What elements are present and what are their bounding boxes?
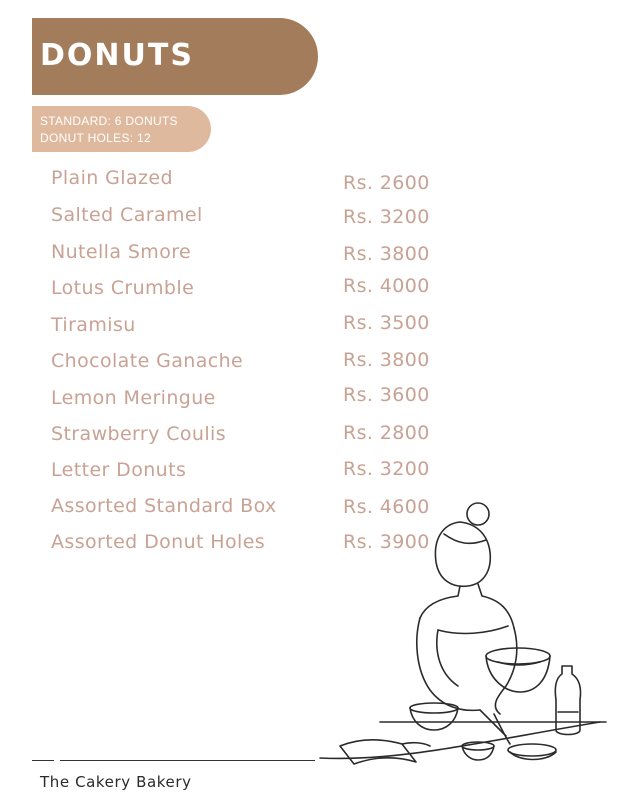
menu-item-name: Lemon Meringue (51, 387, 216, 409)
menu-item-price: Rs. 4000 (343, 275, 430, 297)
subtitle-banner (32, 106, 211, 152)
menu-item-name: Assorted Donut Holes (51, 531, 266, 553)
footer-divider-left (32, 760, 54, 761)
menu-item-price: Rs. 3900 (343, 531, 430, 553)
menu-item-name: Chocolate Ganache (51, 350, 244, 372)
menu-item-name: Plain Glazed (51, 167, 173, 189)
menu-item-price: Rs. 2800 (343, 422, 430, 444)
baker-line-art-icon (310, 500, 610, 790)
menu-item-price: Rs. 4600 (343, 496, 430, 518)
footer-brand: The Cakery Bakery (40, 773, 192, 791)
menu-item-price: Rs. 3800 (343, 243, 430, 265)
menu-item-name: Tiramisu (51, 314, 136, 336)
menu-item-price: Rs. 3200 (343, 458, 430, 480)
menu-item-price: Rs. 3200 (343, 206, 430, 228)
menu-item-price: Rs. 2600 (343, 172, 430, 194)
menu-item-name: Strawberry Coulis (51, 423, 227, 445)
menu-item-name: Assorted Standard Box (51, 495, 277, 517)
menu-item-price: Rs. 3600 (343, 384, 430, 406)
menu-item-price: Rs. 3500 (343, 312, 430, 334)
menu-item-name: Salted Caramel (51, 204, 203, 226)
menu-item-name: Lotus Crumble (51, 277, 195, 299)
footer-divider (60, 760, 315, 761)
menu-item-name: Nutella Smore (51, 241, 192, 263)
subtitle-donut-holes: DONUT HOLES: 12 (40, 131, 151, 145)
subtitle-standard: STANDARD: 6 DONUTS (40, 114, 178, 128)
menu-item-name: Letter Donuts (51, 459, 187, 481)
menu-item-price: Rs. 3800 (343, 349, 430, 371)
page-title: DONUTS (40, 38, 194, 73)
